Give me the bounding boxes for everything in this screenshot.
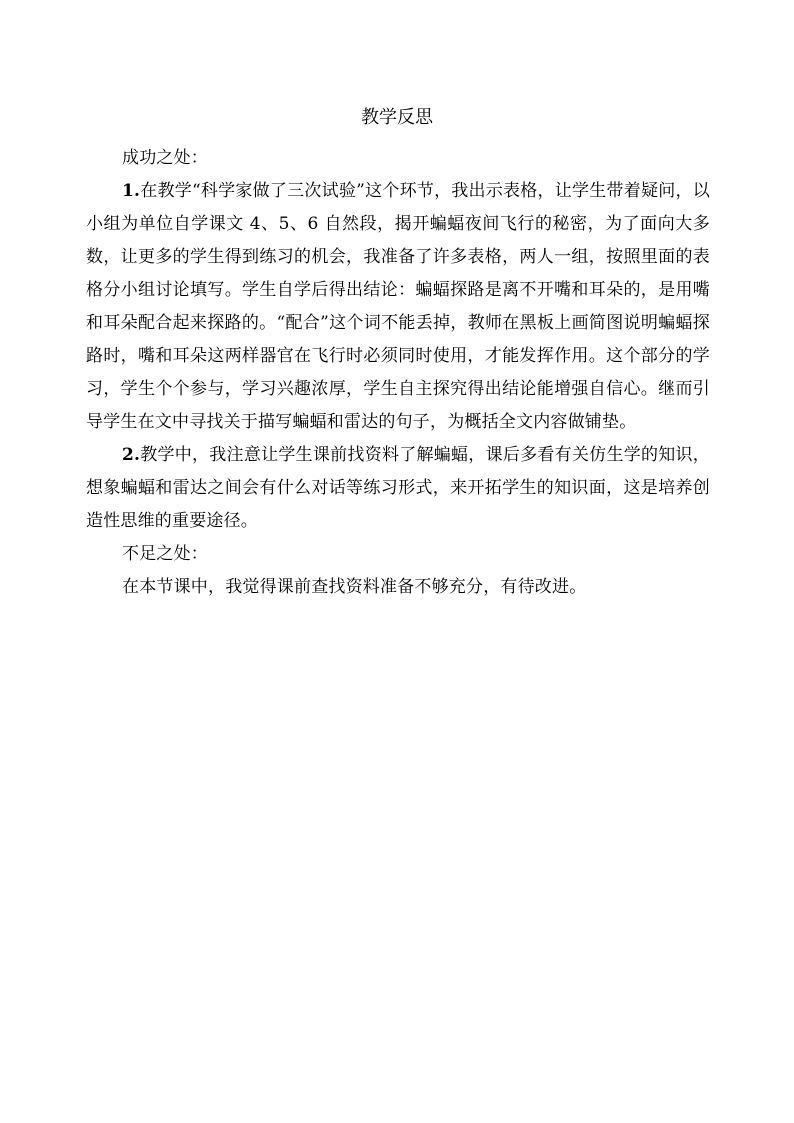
paragraph-3: 在本节课中，我觉得课前查找资料准备不够充分，有待改进。 [122, 577, 587, 597]
page-title: 教学反思 [361, 107, 433, 128]
paragraph-2-number: 2. [122, 445, 141, 465]
document-body [86, 142, 710, 604]
paragraph-1 [86, 175, 710, 439]
paragraph-2-text: 教学中，我注意让学生课前找资料了解蝙蝠，课后多看有关仿生学的知识，想象蝙蝠和雷达之间会有什么对话等练习形式，来开拓学生的知识面，这是培养创造性思维的重要途径。 [86, 445, 710, 531]
paragraph-1-number: 1. [122, 181, 141, 201]
paragraph-2 [86, 439, 710, 538]
paragraph-1-text: 在教学“科学家做了三次试验”这个环节，我出示表格，让学生带着疑问，以小组为单位自学课文 4、5、6 自然段，揭开蝙蝠夜间飞行的秘密，为了面向大多数，让更多的学生得到练习的机会，我准备了许多表格，两人一组，按照里面的表格分小组讨论填写。学生自学后得出结论：蝙蝠探路是离不开嘴和耳朵的，是用嘴和耳朵配合起来探路的。“配合”这个词不能丢掉，教师在黑板上画简图说明蝙蝠探路时，嘴和耳朵这两样器官在飞行时必须同时使用，才能发挥作用。这个部分的学习，学生个个参与，学习兴趣浓厚，学生自主探究得出结论能增强自信心。继而引导学生在文中寻找关于描写蝙蝠和雷达的句子，为概括全文内容做铺垫。 [86, 181, 710, 432]
success-heading: 成功之处： [122, 148, 208, 168]
shortcoming-heading: 不足之处： [122, 544, 208, 564]
